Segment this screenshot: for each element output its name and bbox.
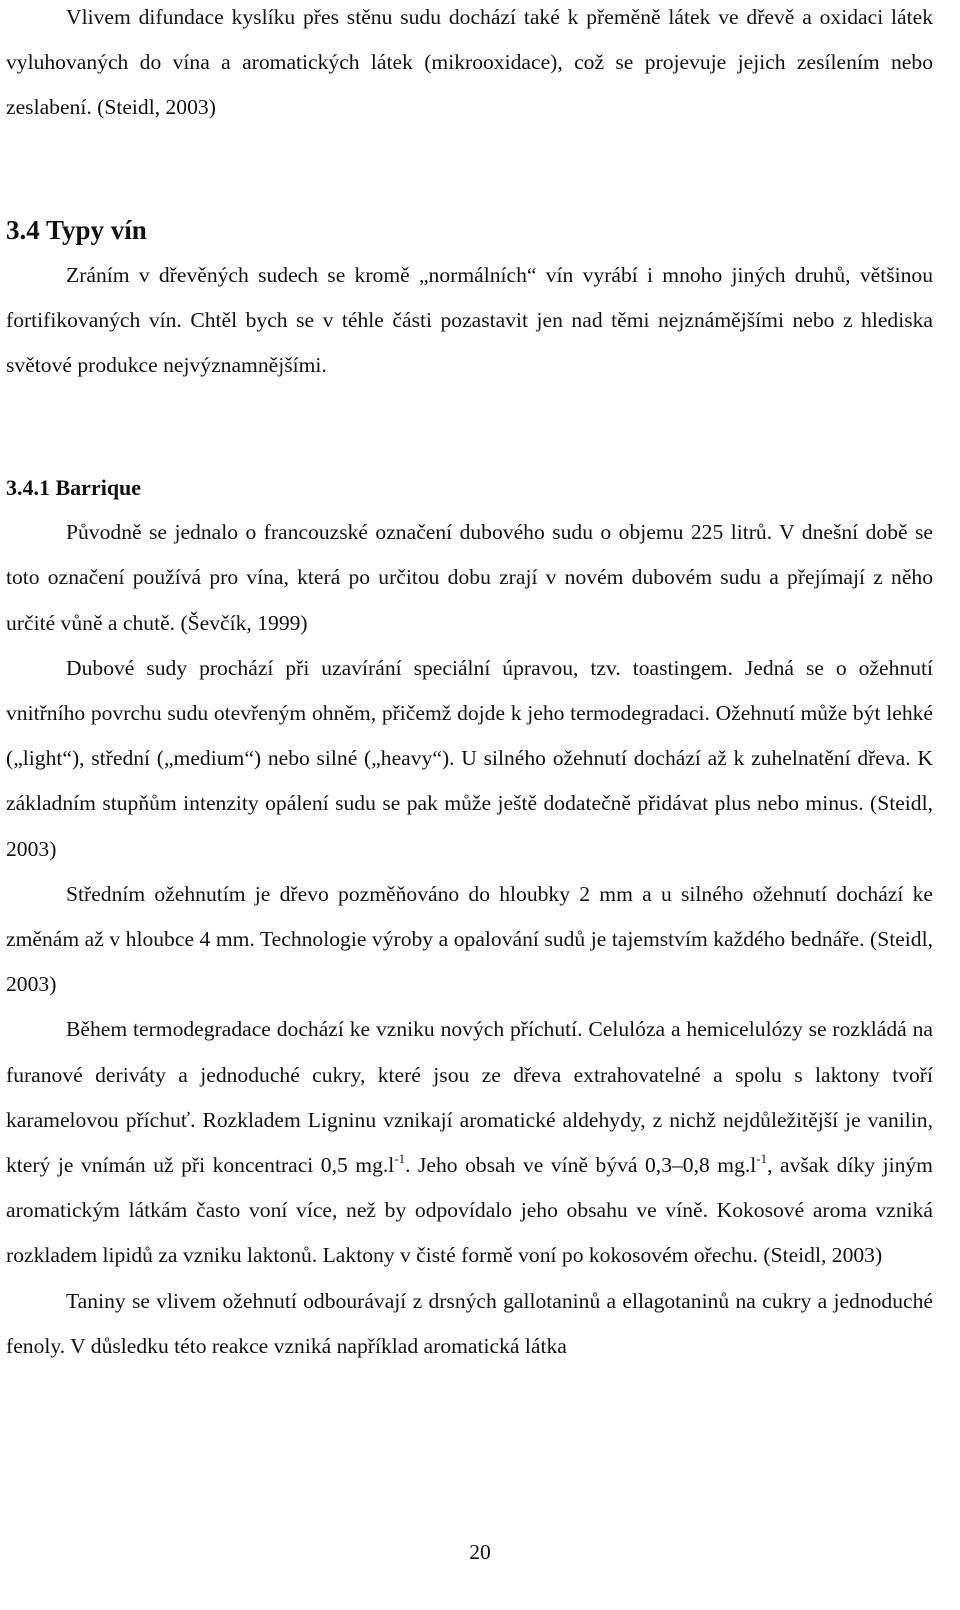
subsection-heading: 3.4.1 Barrique — [6, 475, 142, 501]
thermodegradation-text-2: . Jeho obsah ve víně bývá 0,3–0,8 mg.l — [405, 1153, 757, 1178]
barrique-definition-paragraph: Původně se jednalo o francouzské označení dubového sudu o objemu 225 litrů. V dnešní době se toto označení používá pro vína, která po určitou dobu zrají v novém dubovém sudu a přejímají z něho určité vůně a chutě. (Ševčík, 1999) — [6, 520, 933, 635]
thermodegradation-text-1: Během termodegradace dochází ke vzniku nových příchutí. Celulóza a hemicelulózy se rozkládá na furanové deriváty a jednoduché cukry, které jsou ze dřeva extrahovatelné a spolu s laktony tvoří karamelovou příchuť. Rozkladem Ligninu vznikají aromatické aldehydy, z nichž nejdůležitější je vanilin, který je vnímán už při koncentraci 0,5 mg.l — [6, 1017, 933, 1178]
thermodegradation-paragraph — [6, 1007, 933, 1278]
superscript-minus-one: -1 — [756, 1151, 768, 1167]
section-heading: 3.4 Typy vín — [6, 214, 147, 245]
superscript-minus-one: -1 — [394, 1151, 406, 1167]
intro-paragraph: Vlivem difundace kyslíku přes stěnu sudu dochází také k přeměně látek ve dřevě a oxidaci látek vyluhovaných do vína a aromatických látek (mikrooxidace), což se projevuje jejich zesílením nebo zeslabení. (Steidl, 2003) — [6, 5, 933, 120]
thermodegradation-text-3: , avšak díky jiným aromatickým látkám často voní více, než by odpovídalo jeho obsahu ve víně. Kokosové aroma vzniká rozkladem lipidů za vzniku laktonů. Laktony v čisté formě voní po kokosovém ořechu. (Steidl, 2003) — [6, 1153, 933, 1268]
tannins-paragraph: Taniny se vlivem ožehnutí odbourávají z drsných gallotaninů a ellagotaninů na cukry a jednoduché fenoly. V důsledku této reakce vzniká například aromatická látka — [6, 1288, 933, 1358]
toasting-depth-paragraph: Středním ožehnutím je dřevo pozměňováno do hloubky 2 mm a u silného ožehnutí dochází ke změnám až v hloubce 4 mm. Technologie výroby a opalování sudů je tajemstvím každého bednáře. (Steidl, 2003) — [6, 881, 933, 997]
section-paragraph: Zráním v dřevěných sudech se kromě „normálních“ vín vyrábí i mnoho jiných druhů, většinou fortifikovaných vín. Chtěl bych se v téhle části pozastavit jen nad těmi nejznámějšími nebo z hlediska světové produkce nejvýznamnějšími. — [6, 262, 933, 378]
toasting-paragraph: Dubové sudy prochází při uzavírání speciální úpravou, tzv. toastingem. Jedná se o ožehnutí vnitřního povrchu sudu otevřeným ohněm, přičemž dojde k jeho termodegradaci. Ožehnutí může být lehké („light“), střední („medium“) nebo silné („heavy“). U silného ožehnutí dochází až k zuhelnatění dřeva. K základním stupňům intenzity opálení sudu se pak může ještě dodatečně přidávat plus nebo minus. (Steidl, 2003) — [6, 655, 933, 861]
page-number: 20 — [469, 1540, 491, 1564]
